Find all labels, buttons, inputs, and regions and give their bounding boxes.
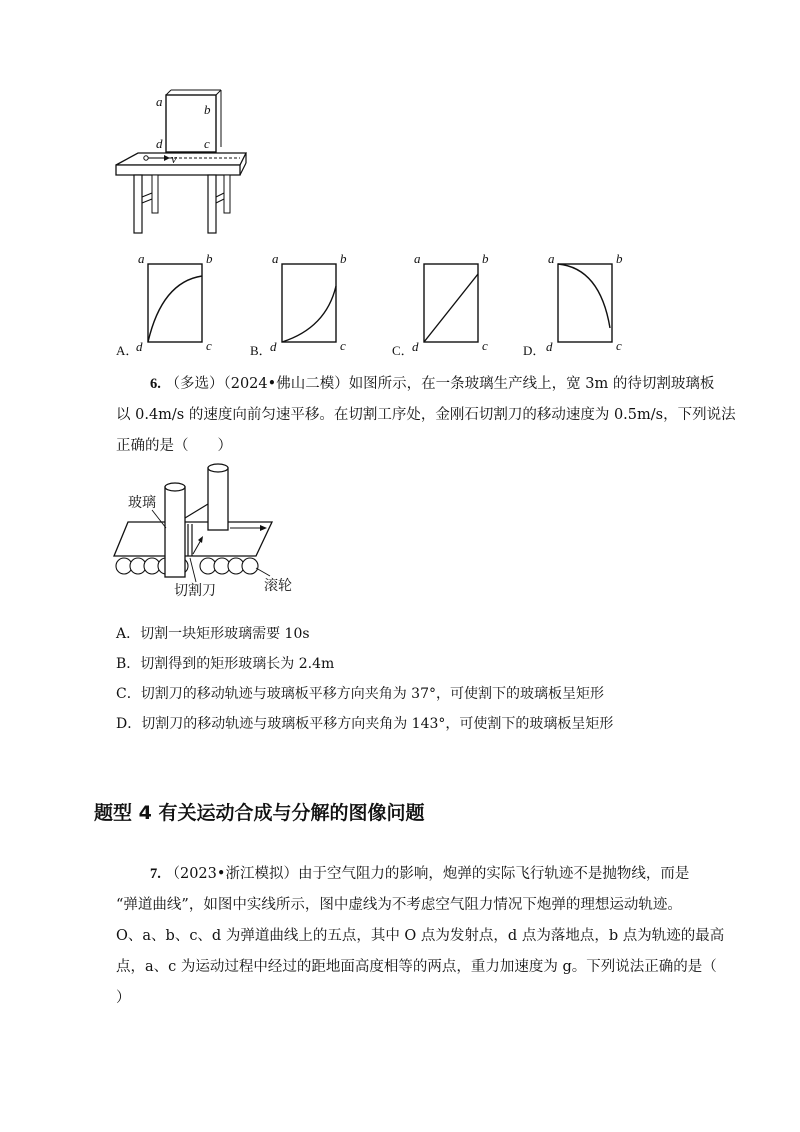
q7-line4: 点，a、c 为运动过程中经过的距地面高度相等的两点，重力加速度为 g。下列说法正确的是（	[116, 959, 717, 975]
q6-line3: 正确的是（ ）	[116, 438, 232, 454]
option-a-graph	[132, 250, 222, 355]
q7-line5: ）	[116, 990, 131, 1006]
label-v: v	[171, 151, 177, 166]
glass-label: 玻璃	[128, 495, 156, 511]
q7-line3: O、a、b、c、d 为弹道曲线上的五点，其中 O 点为发射点，d 点为落地点，b 点为轨迹的最高	[116, 928, 725, 944]
q6-choice-c[interactable]: C．切割刀的移动轨迹与玻璃板平移方向夹角为 37°，可使割下的玻璃板呈矩形	[116, 686, 604, 702]
svg-text:c: c	[340, 338, 346, 353]
table-box-figure	[100, 85, 260, 240]
svg-text:c: c	[482, 338, 488, 353]
label-d: d	[156, 136, 163, 151]
q7-text-1: （2023•浙江模拟）由于空气阻力的影响，炮弹的实际飞行轨迹不是抛物线，而是	[165, 866, 690, 882]
option-b-graph	[266, 250, 356, 355]
glass-cutting-figure	[110, 458, 310, 603]
svg-text:a: a	[548, 251, 555, 266]
roller-label: 滚轮	[264, 578, 292, 594]
q6-choice-b[interactable]: B．切割得到的矩形玻璃长为 2.4m	[116, 656, 335, 672]
svg-text:d: d	[546, 339, 553, 354]
svg-text:d: d	[270, 339, 277, 354]
q7-line2: “弹道曲线”，如图中实线所示，图中虚线为不考虑空气阻力情况下炮弹的理想运动轨迹。	[116, 897, 682, 913]
svg-text:b: b	[206, 251, 213, 266]
option-b-letter: B．	[250, 343, 272, 358]
svg-text:b: b	[340, 251, 347, 266]
svg-text:a: a	[414, 251, 421, 266]
svg-text:c: c	[616, 338, 622, 353]
option-a-letter: A．	[116, 343, 139, 358]
q7-number: 7.	[150, 866, 161, 882]
label-c: c	[204, 136, 210, 151]
label-a: a	[156, 94, 163, 109]
option-c-graph	[408, 250, 498, 355]
svg-text:b: b	[482, 251, 489, 266]
q6-text-1: （多选）（2024•佛山二模）如图所示，在一条玻璃生产线上，宽 3m 的待切割玻璃板	[165, 376, 715, 392]
svg-text:c: c	[206, 338, 212, 353]
q6-number: 6.	[150, 376, 161, 392]
q6-line2: 以 0.4m/s 的速度向前匀速平移。在切割工序处，金刚石切割刀的移动速度为 0.5m/s，下列说法	[116, 407, 736, 423]
svg-text:a: a	[138, 251, 145, 266]
cutter-label: 切割刀	[174, 583, 216, 599]
q6-choice-d[interactable]: D．切割刀的移动轨迹与玻璃板平移方向夹角为 143°，可使割下的玻璃板呈矩形	[116, 716, 614, 732]
svg-text:d: d	[412, 339, 419, 354]
section-title: 题型 4 有关运动合成与分解的图像问题	[94, 802, 425, 824]
svg-text:d: d	[136, 339, 143, 354]
label-b: b	[204, 102, 211, 117]
q6-choice-a[interactable]: A．切割一块矩形玻璃需要 10s	[116, 626, 310, 642]
svg-text:a: a	[272, 251, 279, 266]
option-d-graph	[542, 250, 632, 355]
option-c-letter: C．	[392, 343, 414, 358]
q6-line1	[150, 372, 714, 393]
q7-line1	[150, 862, 689, 883]
svg-text:b: b	[616, 251, 623, 266]
option-d-letter: D．	[523, 343, 546, 358]
